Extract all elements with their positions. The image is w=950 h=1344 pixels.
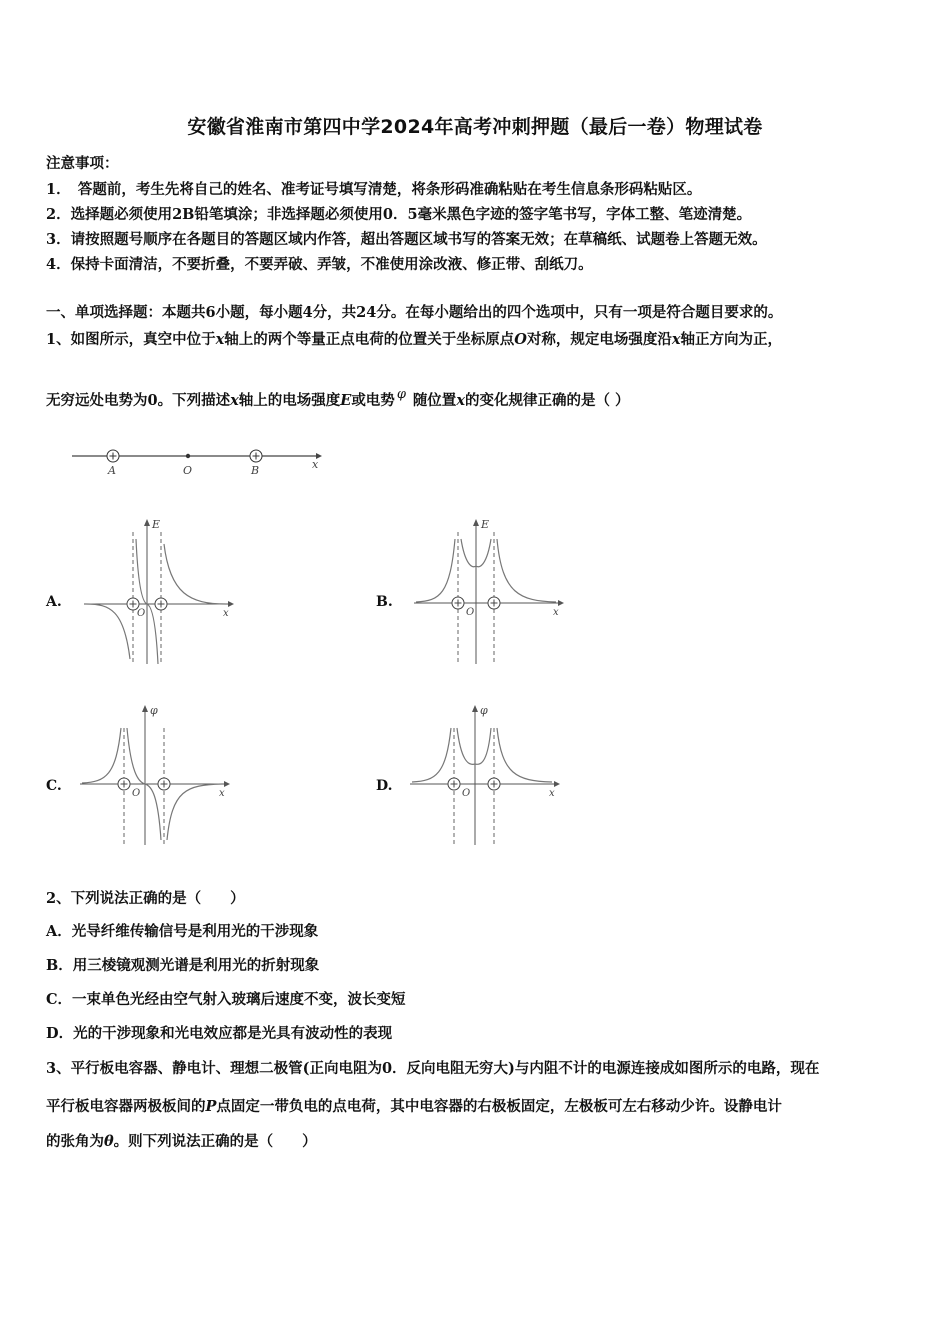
notice-heading: 注意事项： (46, 155, 119, 172)
q1-stem-line2: 无穷远处电势为0。下列描述x轴上的电场强度E或电势 φ 随位置x的变化规律正确的是（ ） (46, 387, 630, 409)
notice-item: 3．请按照题号顺序在各题目的答题区域内作答，超出答题区域书写的答案无效；在草稿纸、试题卷上答题无效。 (46, 231, 767, 248)
label-x: x (312, 458, 319, 471)
svg-text:φ: φ (150, 704, 158, 717)
svg-text:E: E (481, 518, 490, 531)
svg-text:O: O (132, 788, 141, 799)
q2-option-c[interactable]: C．一束单色光经由空气射入玻璃后速度不变，波长变短 (46, 991, 406, 1008)
svg-text:x: x (553, 607, 559, 618)
svg-text:φ: φ (480, 704, 488, 717)
origin-dot (186, 454, 190, 458)
q1-option-d-graph[interactable] (406, 700, 566, 848)
svg-text:x: x (549, 788, 555, 799)
svg-text:O: O (137, 608, 146, 619)
label-b: B (251, 464, 260, 477)
q2-option-b[interactable]: B．用三棱镜观测光谱是利用光的折射现象 (46, 957, 320, 974)
q1-charge-figure (68, 446, 330, 478)
svg-text:x: x (219, 788, 225, 799)
q3-stem-line2: 平行板电容器两极板间的P点固定一带负电的点电荷，其中电容器的右极板固定，左极板可左右移动少许。设静电计 (46, 1098, 782, 1115)
svg-text:O: O (462, 788, 471, 799)
svg-text:O: O (466, 607, 475, 618)
section-heading: 一、单项选择题：本题共6小题，每小题4分，共24分。在每小题给出的四个选项中，只有一项是符合题目要求的。 (46, 304, 783, 321)
q1-option-c-label[interactable]: C. (46, 778, 62, 794)
svg-text:E: E (152, 518, 161, 531)
q3-stem-line1: 3、平行板电容器、静电计、理想二极管(正向电阻为0．反向电阻无穷大)与内阻不计的电源连接成如图所示的电路，现在 (46, 1060, 820, 1077)
q1-option-d-label[interactable]: D. (376, 778, 393, 794)
notice-item: 2．选择题必须使用2B铅笔填涂；非选择题必须使用0．5毫米黑色字迹的签字笔书写，字体工整、笔迹清楚。 (46, 206, 752, 223)
page-title: 安徽省淮南市第四中学2024年高考冲刺押题（最后一卷）物理试卷 (187, 116, 763, 138)
label-a: A (108, 464, 116, 477)
q2-stem: 2、下列说法正确的是（ ） (46, 890, 245, 907)
q2-option-d[interactable]: D．光的干涉现象和光电效应都是光具有波动性的表现 (46, 1025, 393, 1042)
q1-stem-line1: 1、如图所示，真空中位于x轴上的两个等量正点电荷的位置关于坐标原点O对称，规定电场强度沿x轴正方向为正， (46, 331, 783, 348)
notice-item: 4．保持卡面清洁，不要折叠，不要弄破、弄皱，不准使用涂改液、修正带、刮纸刀。 (46, 256, 593, 273)
q1-option-c-graph[interactable] (76, 700, 236, 848)
q1-option-b-graph[interactable] (410, 514, 570, 666)
phi-symbol: φ (396, 387, 406, 402)
svg-text:x: x (223, 608, 229, 619)
notice-item: 1． 答题前，考生先将自己的姓名、准考证号填写清楚，将条形码准确粘贴在考生信息条形码粘贴区。 (46, 181, 702, 198)
label-o: O (183, 464, 193, 477)
q1-option-a-graph[interactable] (80, 514, 240, 666)
q3-stem-line3: 的张角为θ。则下列说法正确的是（ ） (46, 1133, 317, 1150)
q1-option-a-label[interactable]: A. (46, 594, 62, 610)
q2-option-a[interactable]: A．光导纤维传输信号是利用光的干涉现象 (46, 923, 319, 940)
q1-option-b-label[interactable]: B. (376, 594, 393, 610)
